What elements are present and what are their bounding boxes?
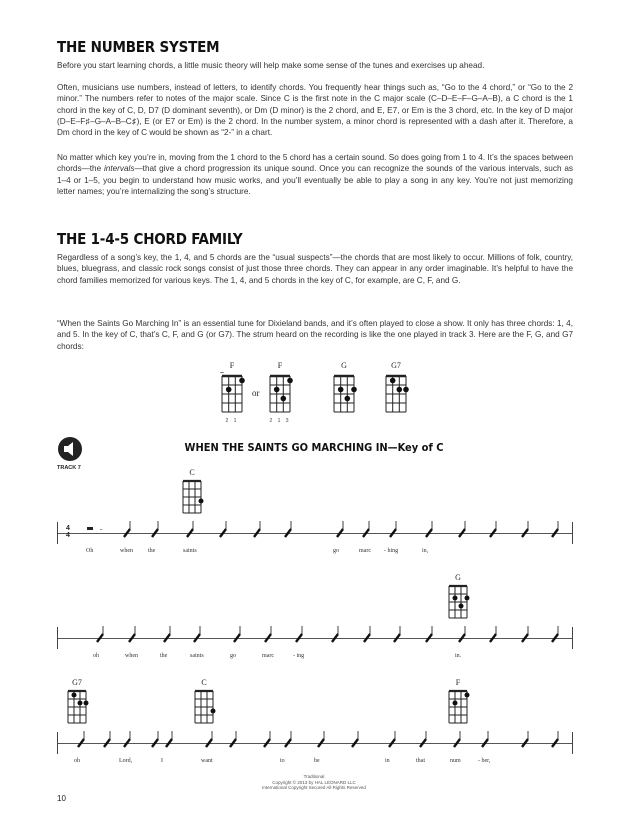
or-label: or <box>252 388 260 398</box>
barline <box>572 627 573 649</box>
rhythm-slash <box>392 626 402 650</box>
chord-name: G <box>455 573 461 582</box>
paragraph: Regardless of a song’s key, the 1, 4, and 5 chords are the “usual suspects”—the chords that are most likely to occur. Millions of folk, country, blues, bluegrass, and classic rock songs consist of just those three chords. They can appear in any order imaginable. It’s helpful to have the chord families memorized for various keys. The 1, 4, and 5 chords in the key of C, for example, are C, F, and G. <box>57 253 573 285</box>
rhythm-slash <box>550 521 560 545</box>
rhythm-slash <box>102 731 112 755</box>
finger-numbers: 2 1 3 <box>269 418 291 424</box>
rhythm-slash <box>362 626 372 650</box>
lyric-syllable: want <box>201 758 213 764</box>
rhythm-slash <box>330 626 340 650</box>
rhythm-slash <box>283 521 293 545</box>
rhythm-slash <box>316 731 326 755</box>
fretboard <box>218 372 246 414</box>
rhythm-slash <box>361 521 371 545</box>
fretboard <box>192 688 216 724</box>
fretboard <box>65 688 89 724</box>
rhythm-slash <box>480 731 490 755</box>
lyric-syllable: to <box>280 758 285 764</box>
lyric-syllable: Lord, <box>119 758 133 764</box>
rhythm-slash <box>262 731 272 755</box>
rhythm-slash <box>418 731 428 755</box>
emphasis-text: intervals <box>103 164 135 174</box>
track-label: TRACK 7 <box>57 465 81 471</box>
paragraph <box>57 152 573 197</box>
rhythm-slash <box>424 521 434 545</box>
rhythm-slash <box>232 626 242 650</box>
rhythm-slash <box>424 626 434 650</box>
rhythm-slash <box>252 521 262 545</box>
finger-numbers: 2 1 <box>225 418 239 424</box>
rhythm-slash <box>335 521 345 545</box>
staff-line <box>57 743 573 744</box>
credit-line: International Copyright Secured All Rights Reserved <box>262 785 366 790</box>
lyric-syllable: in, <box>422 548 429 554</box>
lyric-syllable: go <box>333 548 339 554</box>
whole-rest <box>87 527 93 530</box>
lyric-syllable: marc <box>262 653 274 659</box>
barline <box>57 732 58 754</box>
section-heading-number-system: THE NUMBER SYSTEM <box>57 38 220 56</box>
lyric-syllable: that <box>416 758 425 764</box>
time-signature: 4 4 <box>66 525 70 539</box>
fretboard <box>266 372 294 414</box>
paragraph-text: —that give a chord progression its unique sound. Once you can recognize the sounds of the various intervals, such as 1–4 or 1–5, you begin to understand how music works, and you’ll eventually be able to play a song in any key. You’re not just memorizing letter names; you’re internalizing the song’s structure. <box>57 164 573 196</box>
lyric-syllable: the <box>160 653 168 659</box>
lyric-syllable: num <box>450 758 461 764</box>
rhythm-slash <box>204 731 214 755</box>
lyric-syllable: when <box>125 653 138 659</box>
song-chord-g7 <box>65 678 89 724</box>
lyric-syllable: in <box>385 758 390 764</box>
rhythm-slash <box>520 521 530 545</box>
paragraph: Before you start learning chords, a little music theory will help make some sense of the tunes and exercises up ahead. <box>57 61 485 70</box>
fretboard <box>382 372 410 414</box>
paragraph: “When the Saints Go Marching In” is an essential tune for Dixieland bands, and it’s often played to close a show. It only has three chords: 1, 4, and 5. In the key of C, that’s C, F, and G (or G7). The strum heard on the recording is like the one played in track 3. Here are the F, G, and G7 chords: <box>57 319 573 351</box>
rhythm-slash <box>127 626 137 650</box>
credit-line: Copyright © 2013 by HAL LEONARD LLC <box>272 779 356 785</box>
rhythm-slash <box>350 731 360 755</box>
lyric-syllable: saints <box>183 548 197 554</box>
lyric-syllable: Oh <box>86 548 94 554</box>
rhythm-slash <box>520 731 530 755</box>
chord-name: F <box>229 361 235 370</box>
rhythm-slash <box>218 521 228 545</box>
lyric-syllable: when <box>120 548 133 554</box>
lyric-syllable: marc <box>359 548 371 554</box>
chord-diagram-g7 <box>382 361 410 414</box>
lyric-syllable: in. <box>455 653 462 659</box>
fretboard <box>330 372 358 414</box>
chord-name: C <box>189 468 195 477</box>
rhythm-slash <box>150 731 160 755</box>
rhythm-slash <box>122 521 132 545</box>
lyric-syllable: be <box>314 758 320 764</box>
chord-name: F <box>277 361 283 370</box>
rhythm-slash <box>192 626 202 650</box>
page-number: 10 <box>57 794 66 803</box>
rhythm-slash <box>263 626 273 650</box>
rhythm-slash <box>185 521 195 545</box>
rhythm-slash <box>550 626 560 650</box>
paragraph-text: No matter which key you’re in, moving from the 1 chord to the 5 chord has a certain sound. So does going from 1 to 4. It’s the spaces between chords—the <box>57 153 573 174</box>
barline <box>57 627 58 649</box>
rhythm-slash <box>150 521 160 545</box>
song-chord-f <box>446 678 470 724</box>
chord-name: G7 <box>391 361 401 370</box>
rhythm-slash <box>388 521 398 545</box>
rhythm-slash <box>520 626 530 650</box>
paragraph: Often, musicians use numbers, instead of letters, to identify chords. You frequently hear things such as, “Go to the 4 chord,” or “Go to the 2 minor.” The numbers refer to notes of the major scale. Since C is the first note in the C major scale (C–D–E–F–G–A–B), a C chord is the 1 chord in the key of C, D, D7 (D dominant seventh), or Dm (D minor) is the 2 chord, and E, E7, or Em is the 3 chord, etc. In the key of D major (D–E–F♯–G–A–B–C♯), E (or E7 or Em) is the 2 chord. In the number system, a minor chord is represented with a dash after it. Therefore, a Dm chord in the key of C would be shown as “2-” in a chart. <box>57 83 573 138</box>
rhythm-slash <box>228 731 238 755</box>
barline <box>57 522 58 544</box>
rhythm-slash <box>122 731 132 755</box>
lyric-syllable: - hing <box>384 548 399 554</box>
chord-name: C <box>201 678 207 687</box>
chord-diagram-f <box>218 361 246 424</box>
rhythm-slash <box>95 626 105 650</box>
rhythm-slash <box>283 731 293 755</box>
section-heading-chord-family: THE 1-4-5 CHORD FAMILY <box>57 230 243 248</box>
lyric-syllable: I <box>161 758 163 764</box>
lyric-syllable: - ing <box>293 653 305 659</box>
rhythm-slash <box>457 521 467 545</box>
song-title: WHEN THE SAINTS GO MARCHING IN—Key of C <box>184 441 444 454</box>
chord-diagram-f-alt <box>266 361 294 424</box>
lyric-syllable: oh <box>74 758 80 764</box>
song-chord-c <box>180 468 204 514</box>
rhythm-slash <box>164 731 174 755</box>
rest-mark: 𝄼 <box>100 528 103 534</box>
rhythm-slash <box>550 731 560 755</box>
rhythm-slash <box>387 731 397 755</box>
rhythm-slash <box>76 731 86 755</box>
fretboard <box>180 478 204 514</box>
rhythm-slash <box>162 626 172 650</box>
fretboard <box>446 583 470 619</box>
song-chord-c <box>192 678 216 724</box>
rhythm-slash <box>457 626 467 650</box>
credit-line: Traditional <box>303 774 325 779</box>
song-chord-g <box>446 573 470 619</box>
barline <box>572 732 573 754</box>
chord-diagram-g <box>330 361 358 414</box>
rhythm-slash <box>294 626 304 650</box>
lyric-syllable: go <box>230 653 236 659</box>
fretboard <box>446 688 470 724</box>
rhythm-slash <box>488 521 498 545</box>
rhythm-slash <box>452 731 462 755</box>
copyright-credits <box>0 774 628 791</box>
barline <box>572 522 573 544</box>
lyric-syllable: saints <box>190 653 204 659</box>
lyric-syllable: the <box>148 548 156 554</box>
chord-name: F <box>455 678 461 687</box>
lyric-syllable: - ber, <box>478 758 491 764</box>
lyric-syllable: oh <box>93 653 99 659</box>
chord-name: G <box>341 361 347 370</box>
chord-name: G7 <box>72 678 82 687</box>
rhythm-slash <box>488 626 498 650</box>
